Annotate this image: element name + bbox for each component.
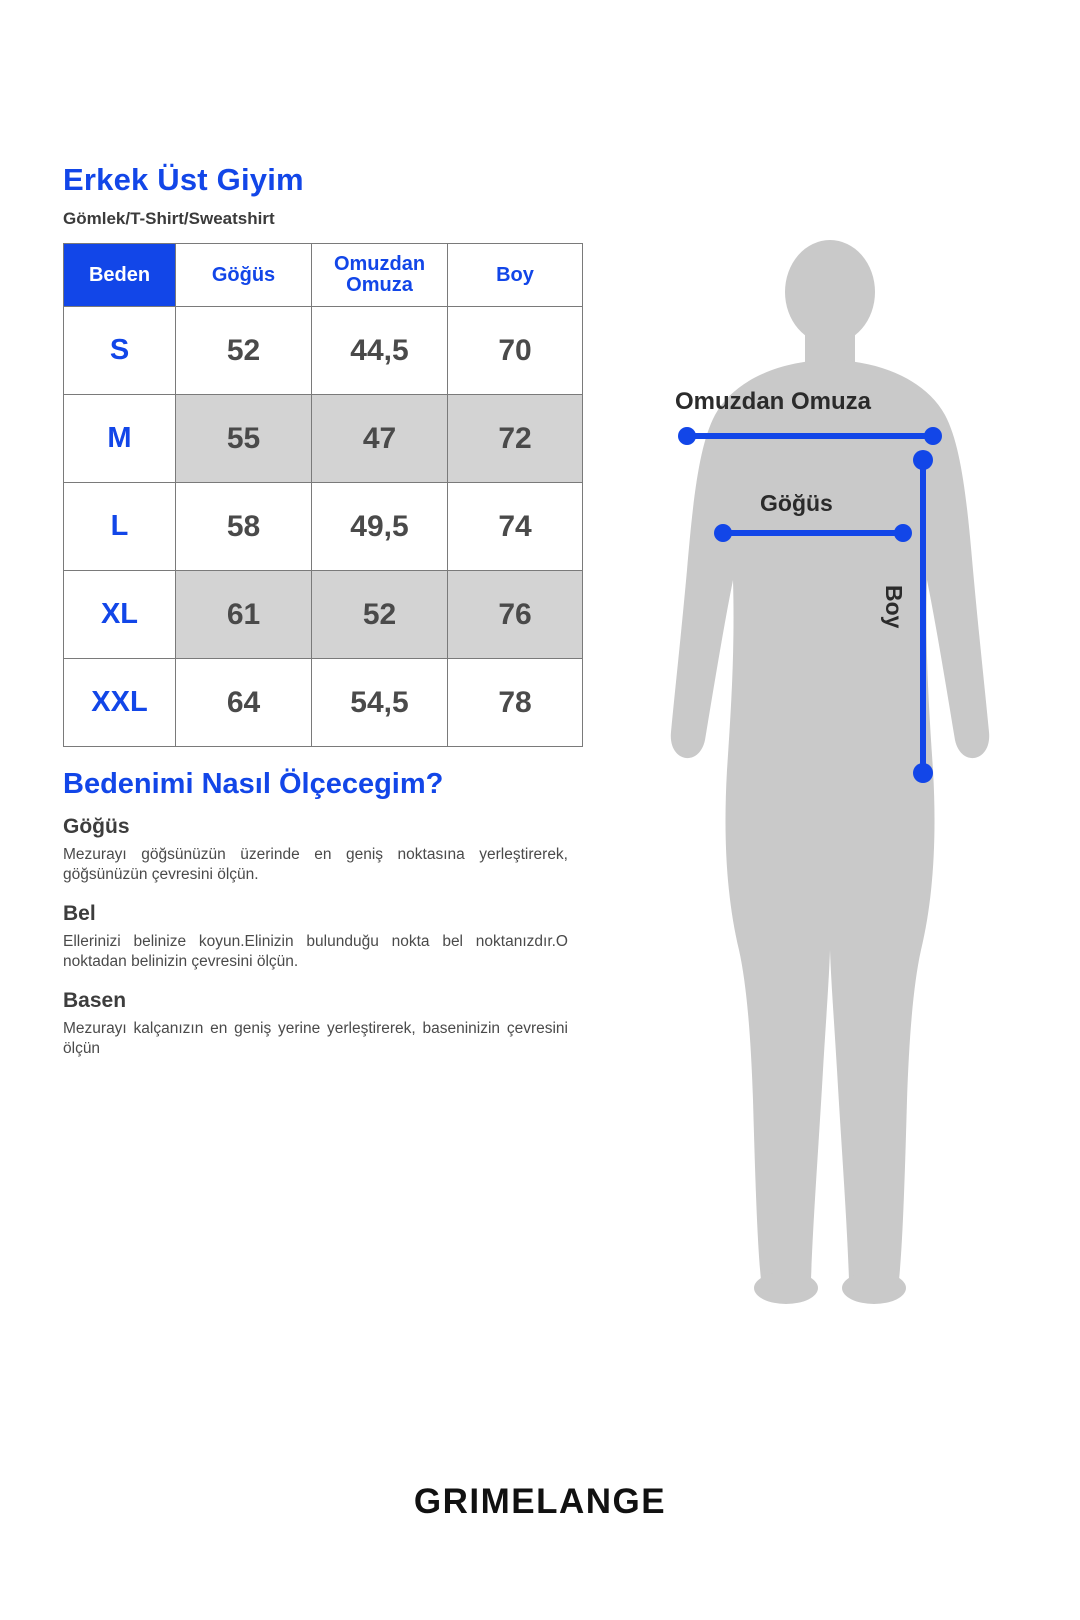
cell-chest: 52 — [176, 307, 312, 395]
cell-shoulder: 52 — [312, 571, 448, 659]
measure-heading-gogus: Göğüs — [63, 814, 130, 838]
cell-length: 76 — [448, 571, 583, 659]
measure-section-gogus — [63, 815, 593, 886]
measure-heading-bel: Bel — [63, 901, 96, 925]
cell-size: M — [64, 395, 176, 483]
table-body — [64, 307, 583, 747]
cell-length: 78 — [448, 659, 583, 747]
column-header-omuzdan-omuza — [312, 244, 448, 307]
table-header-row — [64, 244, 583, 307]
cell-size: XXL — [64, 659, 176, 747]
column-header-omuzdan-line1: Omuzdan — [333, 253, 426, 276]
how-to-measure-title: Bedenimi Nasıl Ölçecegim? — [63, 768, 444, 801]
cell-chest: 64 — [176, 659, 312, 747]
figure-label-length: Boy — [881, 585, 907, 629]
cell-shoulder: 44,5 — [312, 307, 448, 395]
left-content-column — [63, 163, 593, 1076]
cell-length: 72 — [448, 395, 583, 483]
table-row — [64, 307, 583, 395]
measure-heading-basen: Basen — [63, 988, 127, 1012]
page-title: Erkek Üst Giyim — [63, 162, 304, 197]
cell-size: XL — [64, 571, 176, 659]
measure-text-gogus: Mezurayı göğsünüzün üzerinde en geniş noktasına yerleştirerek, göğsünüzün çevresini ölçün. — [63, 845, 568, 884]
cell-chest: 58 — [176, 483, 312, 571]
cell-shoulder: 47 — [312, 395, 448, 483]
measure-text-bel: Ellerinizi belinize koyun.Elinizin bulunduğu nokta bel noktanızdır.O noktadan belinizin çevresini ölçün. — [63, 932, 568, 971]
table-row — [64, 483, 583, 571]
cell-shoulder: 49,5 — [312, 483, 448, 571]
cell-length: 74 — [448, 483, 583, 571]
column-header-gogus: Göğüs — [176, 244, 312, 307]
measurement-figure — [615, 240, 1045, 1320]
table-row — [64, 395, 583, 483]
brand-logo: GRIMELANGE — [413, 1482, 667, 1521]
table-row — [64, 659, 583, 747]
column-header-omuzdan-line2: Omuza — [346, 274, 413, 297]
figure-label-shoulder: Omuzdan Omuza — [675, 388, 872, 415]
page-subtitle: Gömlek/T-Shirt/Sweatshirt — [63, 209, 275, 229]
cell-shoulder: 54,5 — [312, 659, 448, 747]
size-chart-table — [63, 243, 583, 747]
cell-size: L — [64, 483, 176, 571]
column-header-beden: Beden — [64, 244, 176, 307]
cell-chest: 55 — [176, 395, 312, 483]
measure-text-basen: Mezurayı kalçanızın en geniş yerine yerleştirerek, baseninizin çevresini ölçün — [63, 1019, 568, 1058]
column-header-boy: Boy — [448, 244, 583, 307]
cell-size: S — [64, 307, 176, 395]
measure-section-basen — [63, 989, 593, 1060]
figure-label-chest: Göğüs — [760, 490, 833, 516]
cell-length: 70 — [448, 307, 583, 395]
table-row — [64, 571, 583, 659]
cell-chest: 61 — [176, 571, 312, 659]
measure-section-bel — [63, 902, 593, 973]
table-header — [64, 244, 583, 307]
